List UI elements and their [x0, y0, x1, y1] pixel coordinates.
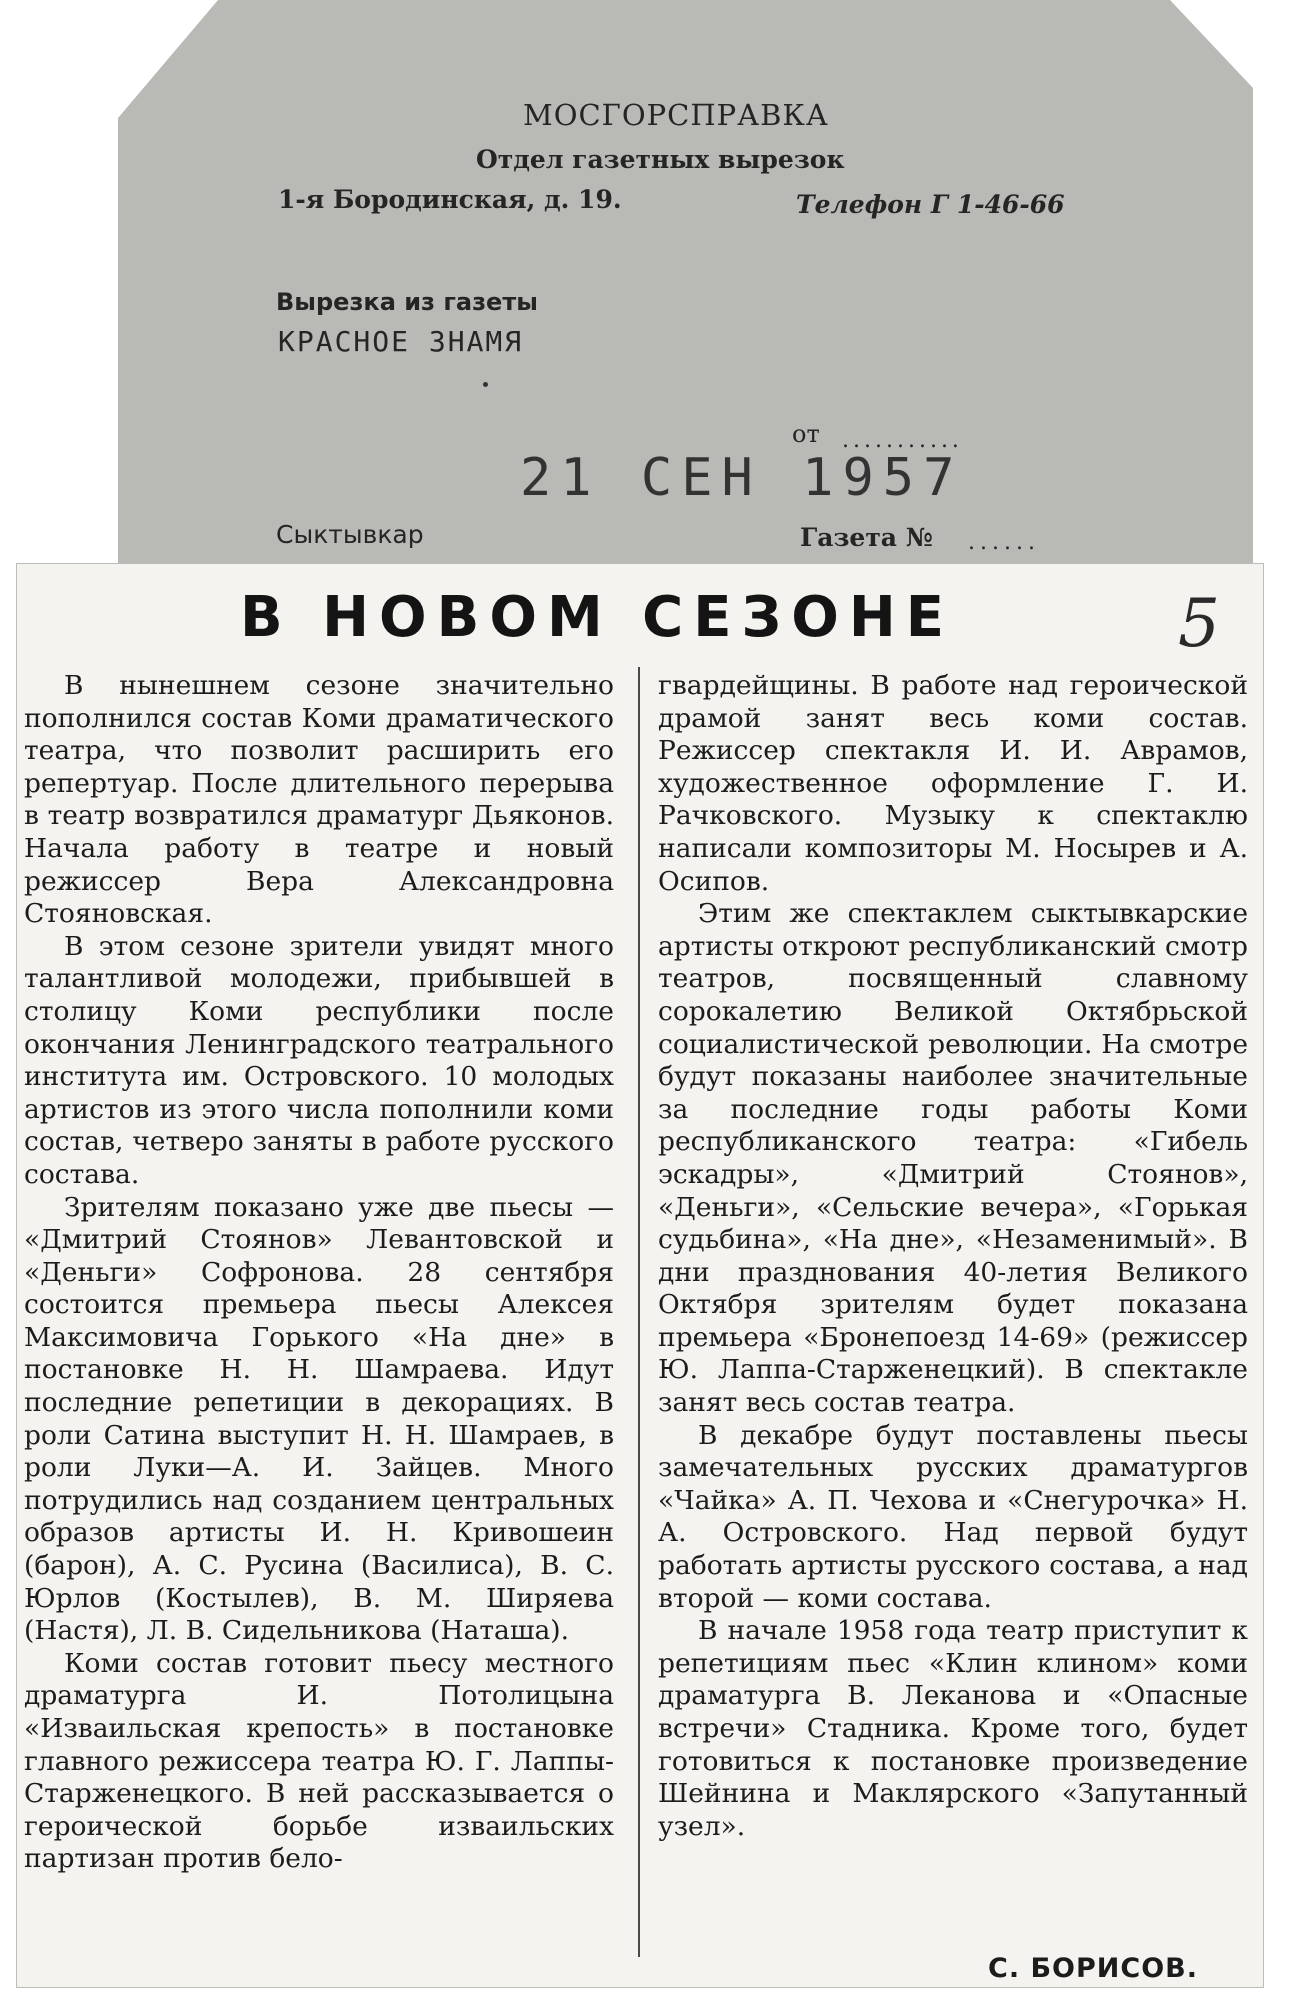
from-label: от — [792, 420, 820, 448]
gazette-label: Газета № — [800, 523, 933, 552]
paragraph: Зрителям показано уже две пьесы — «Дмитрий Стоянов» Левантовской и «Деньги» Софронова. 28 сентября состоится премьера пьесы Алексея Максимовича Горького «На дне» в постановке Н. Н. Шамраева. Идут последние репетиции в декорациях. В роли Сатина выступит Н. Н. Шамраев, в роли Луки—А. И. Зайцев. Много потрудились над созданием центральных образов артисты И. Н. Кривошеин (барон), А. С. Русина (Василиса), В. С. Юрлов (Костылев), В. М. Ширяева (Настя), Л. В. Сидельникова (Наташа). — [24, 1191, 614, 1647]
date-stamp: 21 СЕН 1957 — [520, 448, 964, 508]
paragraph: В начале 1958 года театр приступит к репетициям пьес «Клин клином» коми драматурга В. Леканова и «Опасные встречи» Стадника. Кроме того, будет готовиться к постановке произведение Шейнина и Маклярского «Запутанный узел». — [658, 1615, 1248, 1842]
paragraph: В нынешнем сезоне значительно пополнился состав Коми драматического театра, что позволит расширить его репертуар. После длительного перерыва в театр возвратился драматург Дьяконов. Начала работу в театре и новый режиссер Вера Александровна Стояновская. — [24, 670, 614, 930]
paragraph: В этом сезоне зрители увидят много талантливой молодежи, прибывшей в столицу Коми республики после окончания Ленинградского театрального института им. Островского. 10 молодых артистов из этого числа пополнили коми состав, четверо заняты в работе русского состава. — [24, 930, 614, 1190]
gazette-dots: ...... — [968, 530, 1040, 555]
article-right-column — [658, 670, 1248, 1843]
paragraph: В декабре будут поставлены пьесы замечательных русских драматургов «Чайка» А. П. Чехова и «Снегурочка» Н. А. Островского. Над первой будут работать артисты русского состава, а над второй — коми состава. — [658, 1419, 1248, 1614]
paragraph: Этим же спектаклем сыктывкарские артисты откроют республиканский смотр театров, посвященный славному сорокалетию Великой Октябрьской социалистической революции. На смотре будут показаны наиболее значительные за последние годы работы Коми республиканского театра: «Гибель эскадры», «Дмитрий Стоянов», «Деньги», «Сельские вечера», «Горькая судьбина», «На дне», «Незаменимый». В дни празднования 40-летия Великого Октября зрителям будет показана премьера «Бронепоезд 14-69» (режиссер Ю. Лаппа-Старженецкий). В спектакле занят весь состав театра. — [658, 898, 1248, 1419]
address: 1-я Бородинская, д. 19. — [278, 185, 622, 214]
city: Сыктывкар — [276, 520, 424, 549]
from-dots: ........... — [842, 428, 963, 453]
article-left-column — [24, 670, 614, 1876]
paragraph: гвардейщины. В работе над героической драмой занят весь коми состав. Режиссер спектакля И. И. Аврамов, художественное оформление Г. И. Рачковского. Музыку к спектаклю написали композиторы М. Носырев и А. Осипов. — [658, 670, 1248, 897]
newspaper-name: КРАСНОЕ ЗНАМЯ — [278, 325, 524, 358]
article-headline: В НОВОМ СЕЗОНЕ — [240, 585, 955, 650]
ink-dot — [483, 382, 488, 387]
cut-from-label: Вырезка из газеты — [276, 288, 538, 316]
department-name: Отдел газетных вырезок — [476, 145, 845, 174]
org-name: МОСГОРСПРАВКА — [523, 98, 829, 132]
phone: Телефон Г 1-46-66 — [796, 190, 1065, 219]
column-divider — [638, 667, 640, 1957]
paragraph: Коми состав готовит пьесу местного драматурга И. Потолицына «Изваильская крепость» в постановке главного режиссера театра Ю. Г. Лаппы-Старженецкого. В ней рассказывается о героической борьбе изваильских партизан против бело- — [24, 1647, 614, 1875]
author-signature: С. БОРИСОВ. — [988, 1953, 1198, 1984]
handwritten-number: 5 — [1178, 585, 1220, 662]
